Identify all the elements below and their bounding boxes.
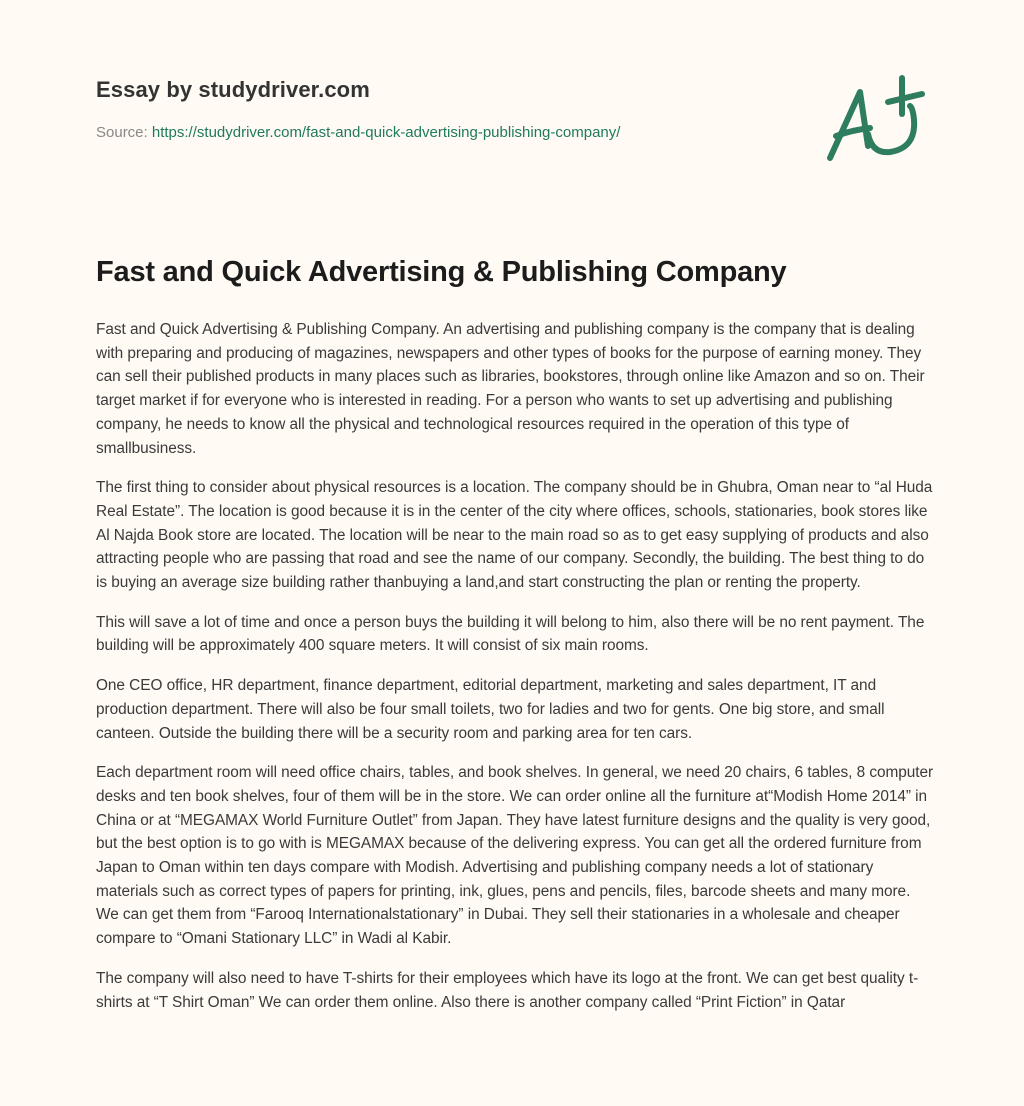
article-paragraph: One CEO office, HR department, finance department, editorial department, marketing and sales department, IT and production department. There will also be four small toilets, two for ladies and two for gents. One big store, and small canteen. Outside the building there will be a security room and parking area for ten cars. (96, 677, 885, 742)
essay-article (96, 252, 936, 1030)
article-paragraph: Each department room will need office chairs, tables, and book shelves. In general, we need 20 chairs, 6 tables, 8 computer desks and ten book shelves, four of them will be in the store. We can order online all the furniture at“Modish Home 2014” in China or at “MEGAMAX World Furniture Outlet” from Japan. They have latest furniture designs and the quality is very good, but the best option is to go with is MEGAMAX because of the delivering express. You can get all the ordered furniture from Japan to Oman within ten days compare with Modish. Advertising and publishing company needs a lot of stationary materials such as correct types of papers for printing, ink, glues, pens and pencils, files, barcode sheets and many more. We can get them from “Farooq Internationalstationary” in Dubai. They sell their stationaries in a wholesale and cheaper compare to “Omani Stationary LLC” in Wadi al Kabir. (96, 764, 934, 948)
article-paragraph: Fast and Quick Advertising & Publishing Company. An advertising and publishing company is the company that is dealing with preparing and producing of magazines, newspapers and other types of books for the purpose of earning money. They can sell their published products in many places such as libraries, bookstores, through online like Amazon and so on. Their target market if for everyone who is interested in reading. For a person who wants to set up advertising and publishing company, he needs to know all the physical and technological resources required in the operation of this type of smallbusiness. (96, 321, 925, 457)
source-line (96, 123, 796, 143)
page-header (96, 76, 796, 143)
article-title: Fast and Quick Advertising & Publishing Company (96, 256, 787, 288)
article-paragraph: This will save a lot of time and once a person buys the building it will belong to him, also there will be no rent payment. The building will be approximately 400 square meters. It will consist of six main rooms. (96, 613, 925, 655)
article-paragraph: The first thing to consider about physical resources is a location. The company should be in Ghubra, Oman near to “al Huda Real Estate”. The location is good because it is in the center of the city where offices, schools, stationaries, book stores like Al Najda Book store are located. The location will be near to the main road so as to get easy supplying of products and also attracting people who are passing that road and see the name of our company. Secondly, the building. The best thing to do is buying an average size building rather thanbuying a land,and start constructing the plan or renting the property. (96, 479, 933, 592)
source-link[interactable]: https://studydriver.com/fast-and-quick-advertising-publishing-company/ (151, 124, 621, 141)
source-label: Source: (96, 124, 148, 141)
a-plus-grade-icon (818, 64, 938, 168)
article-paragraph: The company will also need to have T-shirts for their employees which have its logo at the front. We can get best quality t-shirts at “T Shirt Oman” We can order them online. Also there is another company called “Print Fiction” in Qatar (96, 969, 919, 1011)
site-title: Essay by studydriver.com (96, 77, 370, 102)
